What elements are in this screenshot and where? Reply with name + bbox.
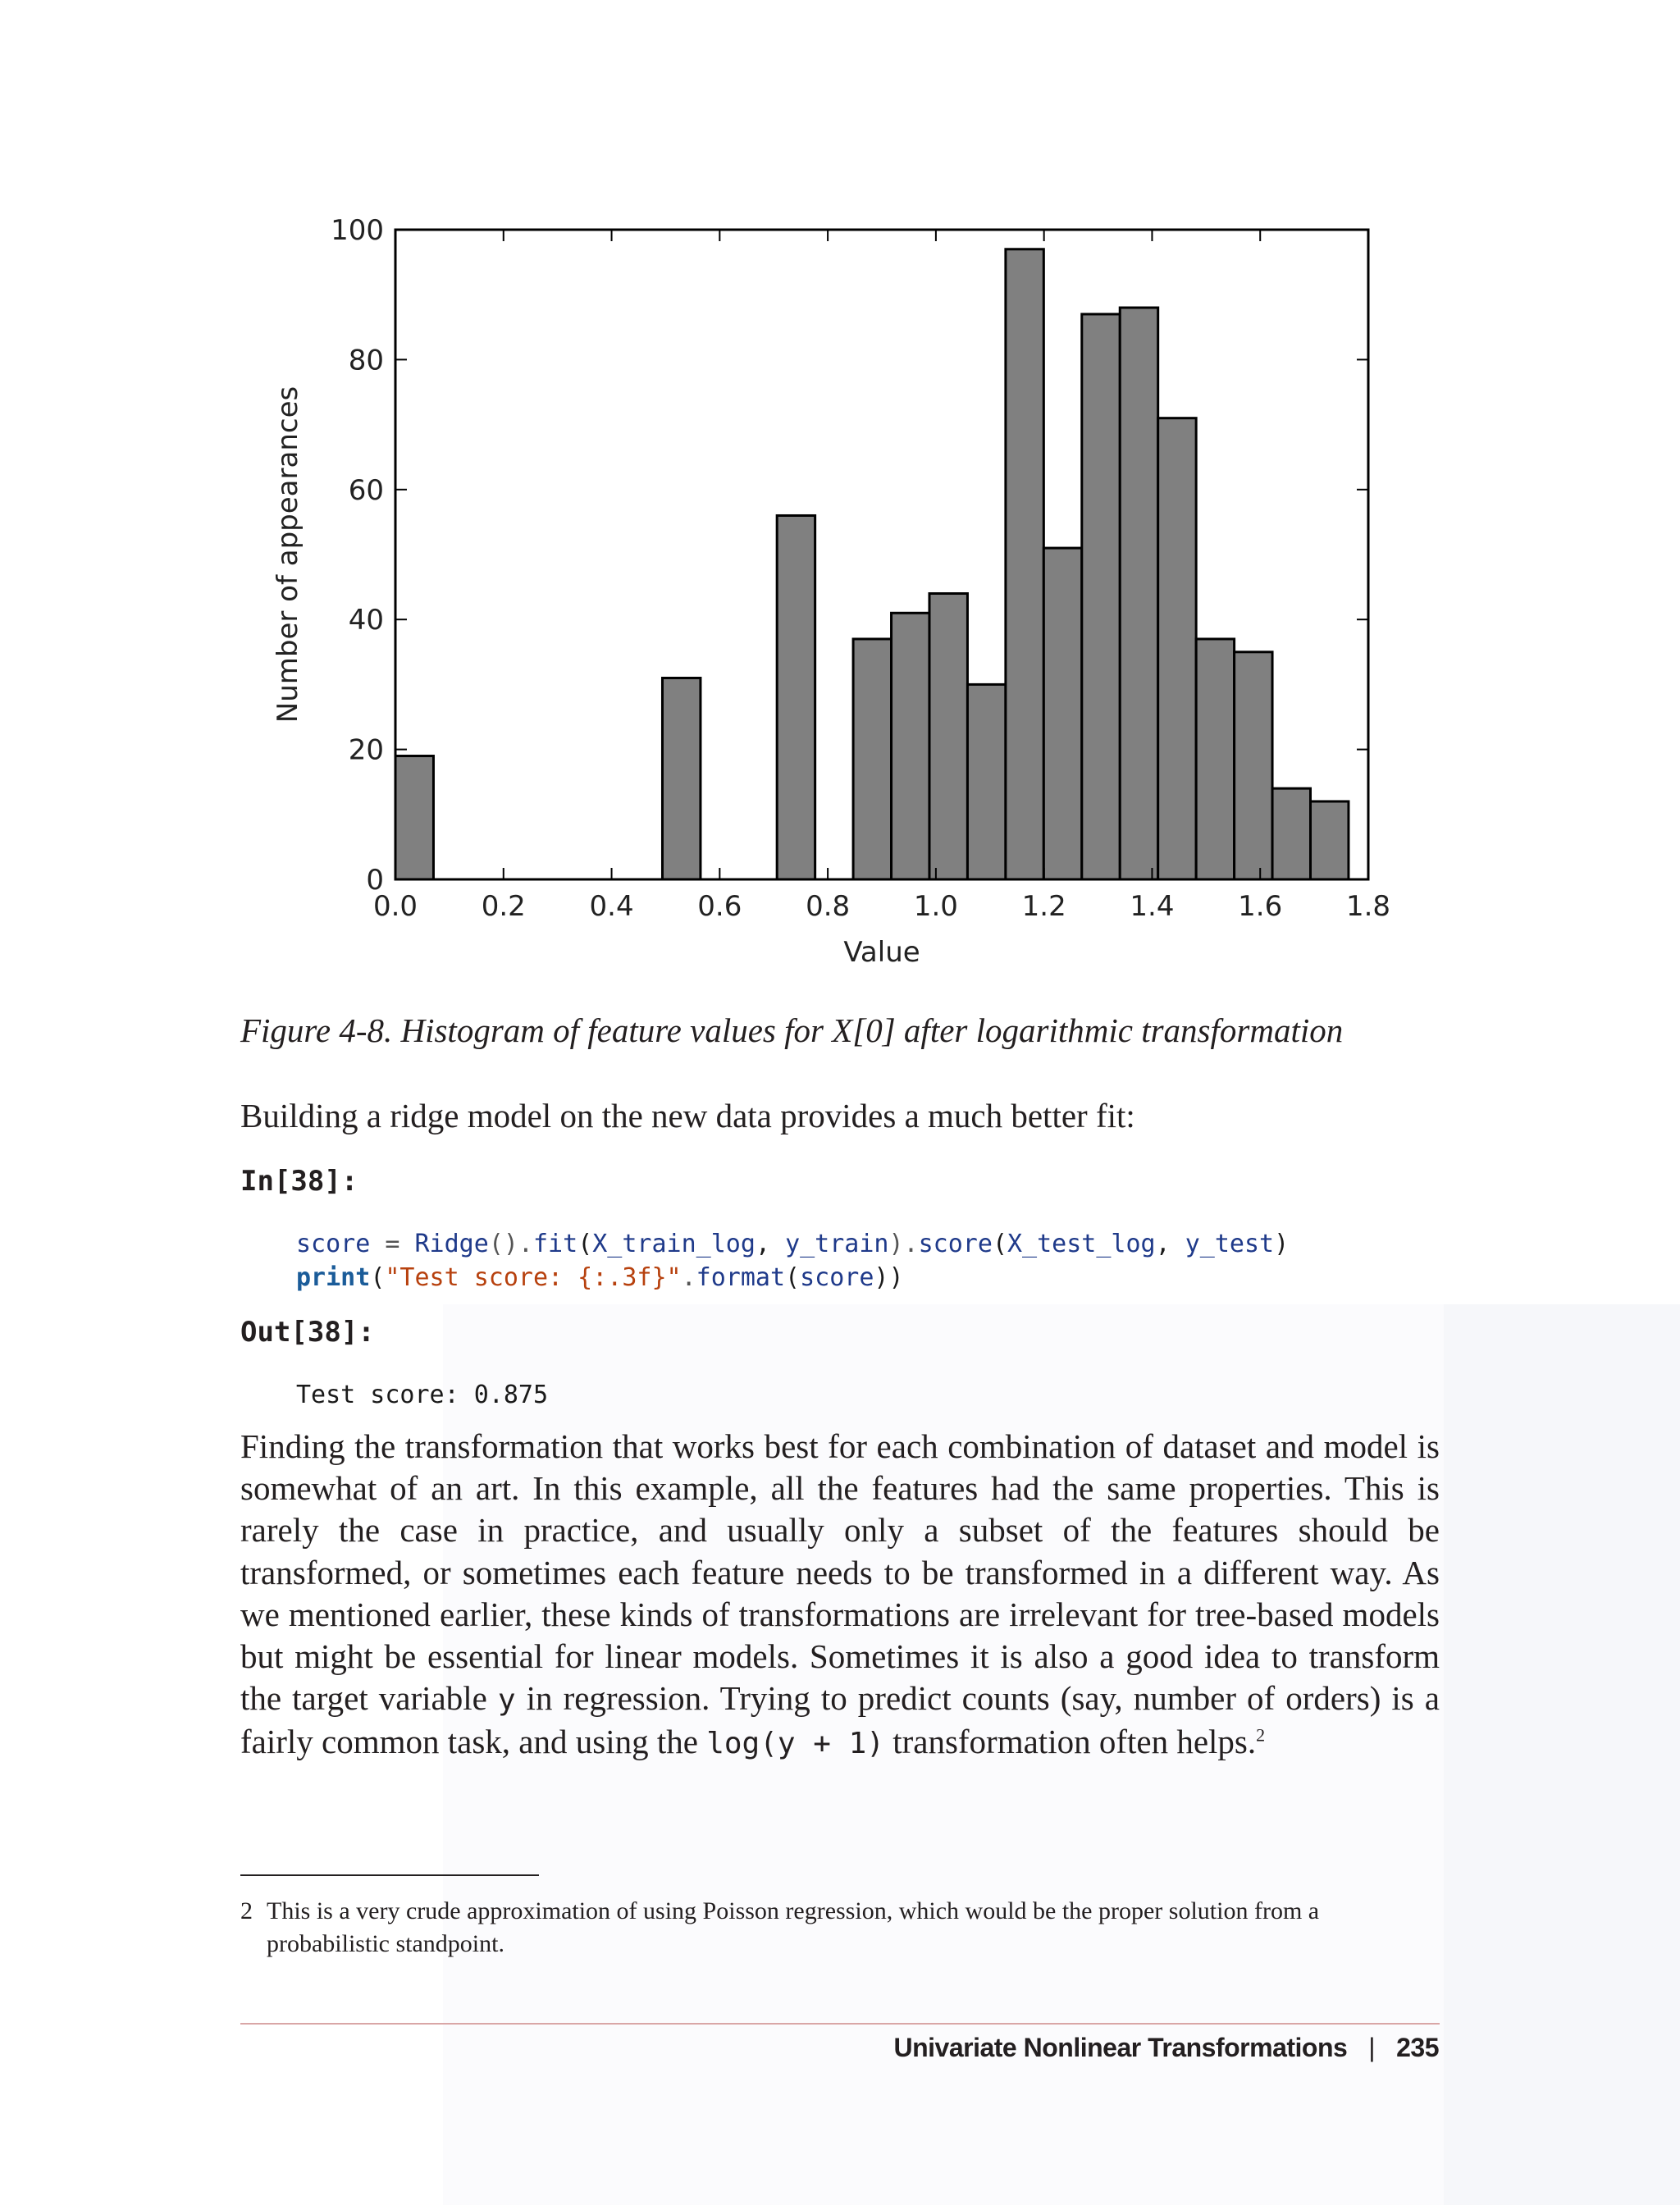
- code-token: fit: [533, 1230, 578, 1258]
- running-footer-section: Univariate Nonlinear Transformations: [893, 2033, 1348, 2062]
- x-tick-label: 1.4: [1130, 890, 1175, 923]
- histogram-bar: [662, 678, 700, 879]
- code-token: format: [696, 1263, 786, 1292]
- x-tick-label: 1.0: [913, 890, 958, 923]
- code-token: ,: [1155, 1230, 1185, 1258]
- body-text-part: in regression. Trying to predict counts (say, number of orders) is a fairly common task, and using the: [240, 1679, 1440, 1761]
- footer-divider: [240, 2023, 1440, 2025]
- code-line-1: [296, 1227, 1289, 1261]
- histogram-bar: [967, 684, 1005, 879]
- code-token: (: [992, 1230, 1007, 1258]
- footnote-reference: 2: [1256, 1724, 1266, 1746]
- code-token: score: [918, 1230, 993, 1258]
- x-tick-label: 0.8: [806, 890, 851, 923]
- inline-code: log(y + 1): [706, 1727, 884, 1761]
- intro-paragraph: Building a ridge model on the new data provides a much better fit:: [240, 1097, 1135, 1134]
- body-paragraph: [240, 1426, 1440, 1765]
- histogram-bar: [777, 515, 815, 879]
- figure-caption: Figure 4-8. Histogram of feature values for X[0] after logarithmic transformation: [240, 1011, 1344, 1049]
- code-token: ): [1274, 1230, 1290, 1258]
- y-tick-label: 20: [348, 733, 384, 767]
- y-tick-label: 80: [348, 344, 384, 377]
- code-block: [296, 1227, 1289, 1294]
- code-token: print: [296, 1263, 371, 1292]
- x-tick-label: 1.8: [1345, 890, 1391, 923]
- footnote-divider: [240, 1874, 539, 1876]
- code-token: ,: [755, 1230, 786, 1258]
- bars-group: [395, 249, 1349, 879]
- code-token: (: [370, 1263, 386, 1292]
- histogram-bar: [1310, 801, 1348, 879]
- page-number: 235: [1396, 2033, 1439, 2062]
- output-cell-label: Out[38]:: [240, 1316, 375, 1349]
- code-token: score: [296, 1230, 371, 1258]
- code-line-2: [296, 1261, 1289, 1294]
- input-cell-label: In[38]:: [240, 1165, 358, 1198]
- code-token: X_test_log: [1007, 1230, 1156, 1258]
- histogram-bar: [395, 756, 433, 879]
- page-footer: [893, 2033, 1439, 2063]
- histogram-bar: [1235, 652, 1272, 879]
- x-tick-label: 0.4: [589, 890, 634, 923]
- code-token: (: [578, 1230, 593, 1258]
- footnote: [240, 1895, 1438, 1961]
- page-shading-right: [1444, 1304, 1680, 2205]
- histogram-bar: [1120, 308, 1157, 879]
- histogram-bar: [929, 594, 967, 879]
- code-token: =: [370, 1230, 415, 1258]
- footnote-text: This is a very crude approximation of using Poisson regression, which would be the proper solution from a probabilistic standpoint.: [267, 1897, 1320, 1957]
- body-text-part: transformation often helps.: [892, 1723, 1257, 1761]
- x-tick-label: 0.0: [372, 890, 418, 923]
- code-token: y_test: [1185, 1230, 1275, 1258]
- histogram-bar: [892, 613, 929, 879]
- histogram-bar: [1006, 249, 1043, 879]
- code-token: ().: [488, 1230, 533, 1258]
- histogram-bar: [853, 639, 891, 879]
- footnote-number: 2: [240, 1897, 253, 1924]
- code-output: Test score: 0.875: [296, 1381, 549, 1409]
- code-token: Ridge: [414, 1230, 489, 1258]
- histogram-bar: [1272, 788, 1310, 879]
- x-tick-label: 1.2: [1021, 890, 1066, 923]
- y-axis-label: Number of appearances: [272, 386, 304, 724]
- code-token: )): [874, 1263, 904, 1292]
- x-tick-label: 0.6: [697, 890, 742, 923]
- x-tick-label: 0.2: [481, 890, 526, 923]
- code-token: y_train: [785, 1230, 889, 1258]
- y-tick-label: 100: [331, 214, 384, 247]
- x-tick-label: 1.6: [1238, 890, 1283, 923]
- y-tick-label: 60: [348, 473, 384, 507]
- histogram-bar: [1158, 418, 1196, 879]
- histogram-chart: [271, 205, 1436, 984]
- code-token: ).: [888, 1230, 919, 1258]
- code-token: (: [785, 1263, 801, 1292]
- histogram-bar: [1196, 639, 1234, 879]
- code-token: score: [800, 1263, 874, 1292]
- code-token: .: [681, 1263, 696, 1292]
- histogram-bar: [1043, 548, 1081, 879]
- y-tick-label: 40: [348, 604, 384, 637]
- code-token: X_train_log: [592, 1230, 756, 1258]
- footer-separator: |: [1368, 2033, 1376, 2062]
- body-text-part: Finding the transformation that works best for each combination of dataset and model is somewhat of an art. In this example, all the features had the same properties. This is rarely the case in practice, and usually only a subset of the features should be transformed, or sometimes each feature needs to be transformed in a different way. As we mentioned earlier, these kinds of transformations are irrelevant for tree-based models but might be essential for linear models. Sometimes it is also a good idea to transform the target variable: [240, 1427, 1440, 1718]
- histogram-bar: [1082, 314, 1120, 879]
- y-tick-label: 0: [366, 864, 384, 897]
- inline-code: y: [497, 1683, 516, 1718]
- code-token: "Test score: {:.3f}": [385, 1263, 682, 1292]
- x-axis-label: Value: [843, 936, 920, 969]
